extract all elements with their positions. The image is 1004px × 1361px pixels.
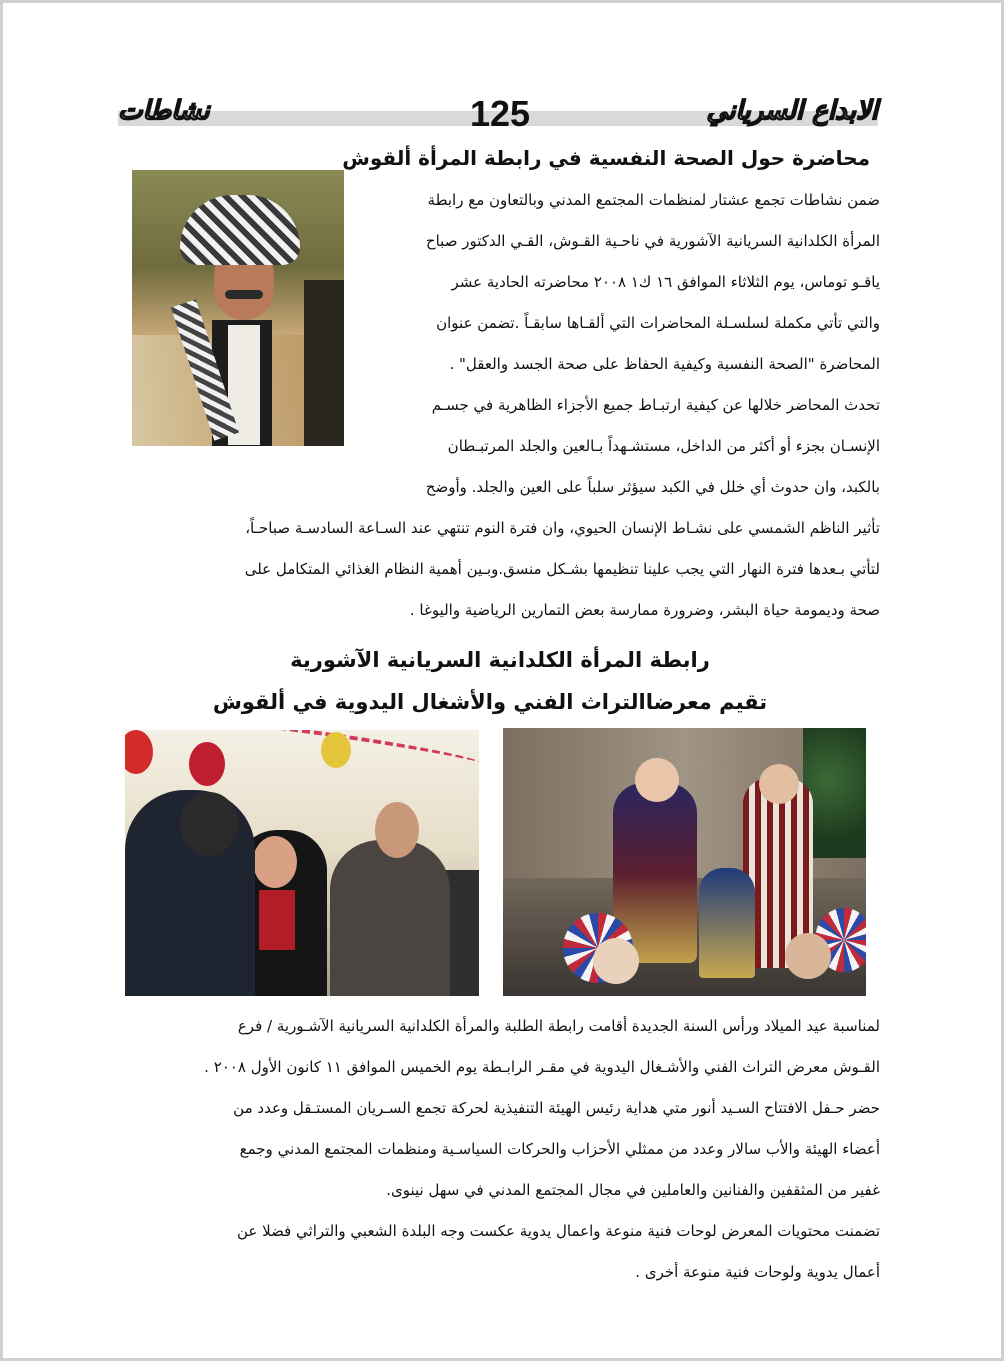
text-line: ضمن نشاطات تجمع عشتار لمنظمات المجتمع المدني وبالتعاون مع رابطة [427,191,880,209]
text-line: أعمال يدوية ولوحات فنية منوعة أخرى . [635,1263,880,1281]
text-line: صحة وديمومة حياة البشر، وضرورة ممارسة بعض التمارين الرياضية واليوغا . [409,601,880,619]
text-line: لمناسبة عيد الميلاد ورأس السنة الجديدة أقامت رابطة الطلبة والمرأة الكلدانية السريانية الآشـورية / فرع [237,1017,880,1035]
text-line: بالكبد، وان حدوث أي خلل في الكبد سيؤثر سلباً على العين والجلد. وأوضح [425,478,880,496]
text-line: لتأتي بـعدها فترة النهار التي يجب علينا تنظيمها بشـكل منسق.وبـين أهمية النظام الغذائي المتكامل على [244,560,880,578]
text-line: القـوش معرض التراث الفني والأشـغال اليدوية في مقـر الرابـطة يوم الخميس الموافق ١١ كانون الأول ٢٠٠٨ . [204,1058,880,1076]
article1-paragraph2 [352,385,880,508]
page-border-top [0,0,1004,3]
text-line: أعضاء الهيئة والأب سالار وعدد من ممثلي الأحزاب والحركات السياسـية ومنظمات المجتمع المدني وجمع [239,1140,880,1158]
text-line: المحاضرة "الصحة النفسية وكيفية الحفاظ على صحة الجسد والعقل" . [449,355,880,373]
text-line: تأثير الناظم الشمسي على نشـاط الإنسان الحيوي، وان فترة النوم تنتهي عند السـاعة السادسـة صباحـاً، [245,519,880,537]
text-line: الإنسـان بجزء أو أكثر من الداخل، مستشـهداً بـالعين والجلد المرتبـطان [447,437,880,455]
page-number: 125 [469,93,531,134]
text-line: المرأة الكلدانية السريانية الآشورية في ناحـية القـوش، القـي الدكتور صباح [425,232,880,250]
text-line: تضمنت محتويات المعرض لوحات فنية منوعة واعمال يدوية عكست وجه البلدة الشعبي والتراثي فضلا عن [236,1222,880,1240]
text-line: تحدث المحاضر خلالها عن كيفية ارتبـاط جميع الأجزاء الظاهرية في جسـم [431,396,880,414]
article1-paragraph1 [352,180,880,385]
article2-title-line2: تقيم معرضاالتراث الفني والأشغال اليدوية في ألقوش [212,690,768,714]
text-line: حضر حـفل الافتتاح السـيد أنور متي هداية رئيس الهيئة التنفيذية لحركة تجمع السـريان المستـقل وعدد من [233,1099,880,1117]
exhibition-opening-photo [125,730,479,996]
article1-paragraph2-continued [120,508,880,631]
magazine-title: الابداع السرياني [706,96,878,126]
text-line: غفير من المثقفين والفنانين والعاملين في مجال المجتمع المدني في سهل نينوى. [386,1181,880,1199]
elder-portrait-photo [132,170,344,446]
article2-title-line1: رابطة المرأة الكلدانية السريانية الآشورية [290,648,710,672]
text-line: والتي تأتي مكملة لسلسـلة المحاضرات التي ألقـاها سابقـاً .تضمن عنوان [436,314,880,332]
traditional-dolls-photo [503,728,866,996]
page-border-left [0,0,3,1361]
article1-title: محاضرة حول الصحة النفسية في رابطة المرأة ألقوش [342,146,870,170]
article2-body [120,1006,880,1293]
section-label: نشاطات [118,96,210,126]
text-line: ياقـو توماس، يوم الثلاثاء الموافق ١٦ ك١ ٢٠٠٨ محاضرته الحادية عشر [451,273,880,291]
